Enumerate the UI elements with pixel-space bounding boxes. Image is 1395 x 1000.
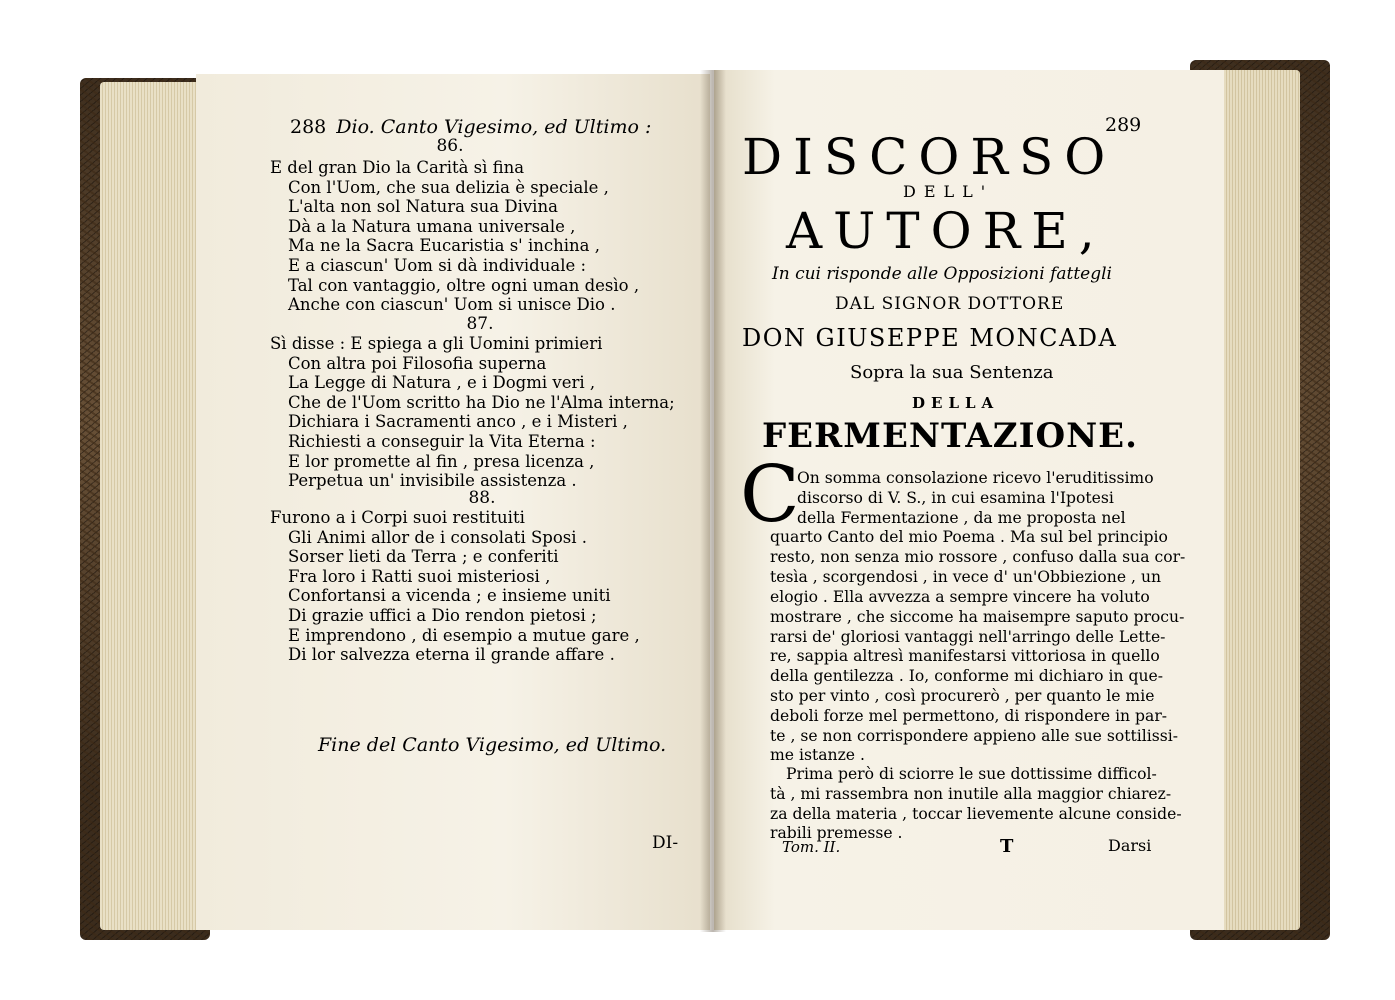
stanza-number: 86. <box>436 136 464 156</box>
verse-line: Anche con ciascun' Uom si unisce Dio . <box>288 295 616 315</box>
stanza-number: 87. <box>466 314 494 334</box>
subtitle: In cui risponde alle Opposizioni fattegli <box>772 264 1112 284</box>
verse-line: Gli Animi allor de i consolati Sposi . <box>288 527 588 547</box>
prose-line: tesìa , scorgendosi , in vece d' un'Obbiezione , un <box>770 567 1162 586</box>
stanza-number: 88. <box>468 488 496 508</box>
prose-line: discorso di V. S., in cui esamina l'Ipotesi <box>797 488 1114 507</box>
title-discorso: DISCORSO <box>742 128 1117 186</box>
verse-line: Con altra poi Filosofia superna <box>288 353 547 373</box>
verse-line: E del gran Dio la Carità sì fina <box>270 158 525 177</box>
verse-line: Dichiara i Sacramenti anco , e i Misteri , <box>288 412 628 432</box>
verse-line: Dà a la Natura umana universale , <box>288 216 576 236</box>
prose-line: resto, non senza mio rossore , confuso dalla sua cor- <box>770 548 1186 567</box>
verse-line: Di grazie uffici a Dio rendon pietosi ; <box>288 605 597 625</box>
verse-line: L'alta non sol Natura sua Divina <box>288 197 558 217</box>
prose-line: sto per vinto , così procurerò , per quanto le mie <box>770 686 1155 705</box>
title-dell: DELL' <box>903 182 994 201</box>
prose-line: elogio . Ella avvezza a sempre vincere ha voluto <box>770 588 1150 606</box>
verse-line: E imprendono , di esempio a mutue gare , <box>288 625 640 645</box>
paragraph-1-continued <box>770 588 1184 766</box>
prose-line: Prima però di sciorre le sue dottissime difficol- <box>786 765 1157 783</box>
prose-line: rarsi de' gloriosi vantaggi nell'arringo delle Lette- <box>770 627 1166 646</box>
verse-line: E a ciascun' Uom si dà individuale : <box>288 255 587 275</box>
prose-line: re, sappia altresì manifestarsi vittoriosa in quello <box>770 647 1160 666</box>
signature-mark: T <box>1000 836 1014 857</box>
title-sopra: Sopra la sua Sentenza <box>850 362 1054 383</box>
verse-line: Sì disse : E spiega a gli Uomini primieri <box>270 334 603 353</box>
verse-line: Che de l'Uom scritto ha Dio ne l'Alma interna; <box>288 392 675 412</box>
paragraph-1-opening <box>770 469 1186 588</box>
volume-mark: Tom. II. <box>782 838 841 856</box>
verse-line: Furono a i Corpi suoi restituiti <box>270 508 525 527</box>
verse-line: Di lor salvezza eterna il grande affare . <box>288 645 615 665</box>
prose-line: quarto Canto del mio Poema . Ma sul bel principio <box>770 528 1168 547</box>
verse-line: La Legge di Natura , e i Dogmi veri , <box>288 373 596 393</box>
paragraph-2 <box>770 765 1182 844</box>
prose-line: tà , mi rassembra non inutile alla maggior chiarez- <box>770 784 1172 803</box>
verse-line: Fra loro i Ratti suoi misteriosi , <box>288 566 551 586</box>
prose-line: rabili premesse . <box>770 824 903 843</box>
left-page-number: 288 <box>290 116 327 138</box>
stanza-87 <box>270 334 675 491</box>
left-running-title: Dio. Canto Vigesimo, ed Ultimo : <box>336 116 652 138</box>
drop-cap: C <box>740 450 800 540</box>
prose-line: mostrare , che siccome ha maisempre saputo procu- <box>770 607 1185 626</box>
right-page-number: 289 <box>1105 114 1142 136</box>
stanza-86 <box>270 158 639 315</box>
verse-line: Perpetua un' invisibile assistenza . <box>288 471 577 491</box>
title-subject: FERMENTAZIONE. <box>762 416 1138 456</box>
verse-line: Richiesti a conseguir la Vita Eterna : <box>288 431 596 451</box>
prose-line: me istanze . <box>770 746 865 765</box>
right-catchword: Darsi <box>1108 836 1152 855</box>
title-name: DON GIUSEPPE MONCADA <box>742 324 1118 352</box>
verse-line: Con l'Uom, che sua delizia è speciale , <box>288 177 609 197</box>
left-page-edges <box>100 82 210 930</box>
title-della: DELLA <box>912 394 1000 412</box>
left-catchword: DI- <box>652 833 679 853</box>
title-signor: DAL SIGNOR DOTTORE <box>835 294 1065 314</box>
book-gutter <box>700 70 726 932</box>
prose-line: della Fermentazione , da me proposta nel <box>797 508 1126 527</box>
prose-line: deboli forze mel permettono, di rispondere in par- <box>770 706 1168 725</box>
left-running-head <box>290 116 651 138</box>
title-autore: AUTORE, <box>786 202 1106 260</box>
prose-line: za della materia , toccar lievemente alcune conside- <box>770 804 1182 823</box>
verse-line: E lor promette al fin , presa licenza , <box>288 451 595 471</box>
canto-end-line: Fine del Canto Vigesimo, ed Ultimo. <box>318 734 667 756</box>
prose-line: della gentilezza . Io, conforme mi dichiaro in que- <box>770 667 1164 686</box>
verse-line: Tal con vantaggio, oltre ogni uman desìo , <box>288 275 640 295</box>
stanza-88 <box>270 508 640 665</box>
prose-line: On somma consolazione ricevo l'eruditissimo <box>797 469 1154 487</box>
verse-line: Sorser lieti da Terra ; e conferiti <box>288 547 559 567</box>
prose-line: te , se non corrispondere appieno alle sue sottilissi- <box>770 726 1178 745</box>
verse-line: Confortansi a vicenda ; e insieme uniti <box>288 586 611 606</box>
verse-line: Ma ne la Sacra Eucaristia s' inchina , <box>288 236 600 256</box>
